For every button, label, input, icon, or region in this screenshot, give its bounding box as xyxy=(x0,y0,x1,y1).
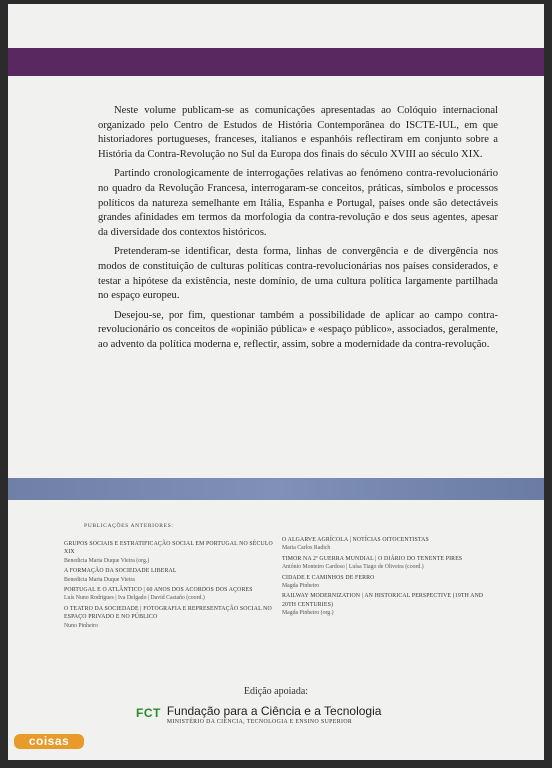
purple-band xyxy=(8,48,544,76)
publication-title: RAILWAY MODERNIZATION | AN HISTORICAL PERSPECTIVE (19TH AND 20TH CENTURIES) xyxy=(282,593,484,608)
publication-title: GRUPOS SOCIAIS E ESTRATIFICAÇÃO SOCIAL EM PORTUGAL NO SÉCULO XIX xyxy=(64,541,273,556)
synopsis-paragraph: Neste volume publicam-se as comunicações apresentadas ao Colóquio internacional organizado pelo Centro de Estudos de História Contemporânea do ISCTE-IUL, em que historiadores portugueses, franceses, italianos e espanhóis reflectiram em conjunto sobre a História da Contra-Revolução no Sul da Europa dos finais do século XVIII ao século XIX. xyxy=(98,105,498,160)
publication-entry xyxy=(282,536,497,553)
publication-entry xyxy=(64,586,279,603)
publication-entry xyxy=(282,574,497,591)
publication-entry xyxy=(282,555,497,572)
book-back-cover xyxy=(8,4,544,760)
publication-authors: Nuno Pinheiro xyxy=(64,622,98,629)
publication-title: CIDADE E CAMINHOS DE FERRO xyxy=(282,574,375,581)
blue-band xyxy=(8,478,544,500)
publication-authors: Magda Pinheiro xyxy=(282,583,320,590)
publication-authors: Luís Nuno Rodrigues | Iva Delgado | David Castaño (coord.) xyxy=(64,595,205,602)
publication-authors: Maria Carlos Radich xyxy=(282,545,331,552)
synopsis-paragraph: Pretenderam-se identificar, desta forma, linhas de convergência e de divergência nos modos de constituição de culturas políticas contra-revolucionárias nos países considerados, e testar a hipótese da existência, neste domínio, de uma cultura política largamente partilhada no espaço europeu. xyxy=(98,246,498,302)
publication-title: A FORMAÇÃO DA SOCIEDADE LIBERAL xyxy=(64,568,177,575)
synopsis-paragraph: Partindo cronologicamente de interrogações relativas ao fenómeno contra-revolucionário no quadro da Revolução Francesa, interrogaram-se conceitos, práticas, símbolos e processos políticos da natureza semelhante em Itália, Espanha e Portugal, países onde são detectáveis grandes afinidades em termos da morfologia da contra-revolução e dos seus agentes, apesar da diversidade dos contextos históricos. xyxy=(98,168,498,238)
publications-heading: PUBLICAÇÕES ANTERIORES: xyxy=(84,523,174,529)
publication-entry xyxy=(282,592,497,617)
synopsis-paragraph: Desejou-se, por fim, questionar também a possibilidade de aplicar ao campo contra-revolucionário os conceitos de «opinião pública» e «espaço público», associados, geralmente, ao advento da política moderna e, reflectir, assim, sobre a modernidade da contra-revolução. xyxy=(98,309,498,350)
publication-authors: Magda Pinheiro (org.) xyxy=(282,610,334,617)
publication-authors: Benedicta Maria Duque Vieira (org.) xyxy=(64,557,150,564)
fct-logo-icon: FCT xyxy=(136,706,161,720)
edition-supported-label: Edição apoiada: xyxy=(243,686,309,697)
publication-entry xyxy=(64,605,279,630)
fct-name: Fundação para a Ciência e a Tecnologia xyxy=(166,704,382,718)
coisas-logo: coisas xyxy=(14,734,84,749)
publication-authors: Benedicta Maria Duque Vieira xyxy=(64,576,135,583)
publications-left-column xyxy=(64,540,279,632)
publications-right-column xyxy=(282,536,497,620)
publication-title: O TEATRO DA SOCIEDADE | FOTOGRAFIA E REPRESENTAÇÃO SOCIAL NO ESPAÇO PRIVADO E NO PÚBLICO xyxy=(64,605,272,621)
publication-title: TIMOR NA 2ª GUERRA MUNDIAL | O DIÁRIO DO TENENTE PIRES xyxy=(282,555,463,562)
fct-sponsor xyxy=(136,704,381,725)
publication-title: O ALGARVE AGRÍCOLA | NOTÍCIAS OITOCENTISTAS xyxy=(282,537,429,543)
fct-ministry: MINISTÉRIO DA CIÊNCIA, TECNOLOGIA E ENSINO SUPERIOR xyxy=(166,719,353,725)
publication-entry xyxy=(64,540,279,565)
publication-entry xyxy=(64,567,279,584)
synopsis xyxy=(98,104,498,358)
publication-authors: António Monteiro Cardoso | Luísa Tiago de Oliveira (coord.) xyxy=(282,564,424,571)
publication-title: PORTUGAL E O ATLÂNTICO | 60 ANOS DOS ACORDOS DOS AÇORES xyxy=(64,587,253,594)
